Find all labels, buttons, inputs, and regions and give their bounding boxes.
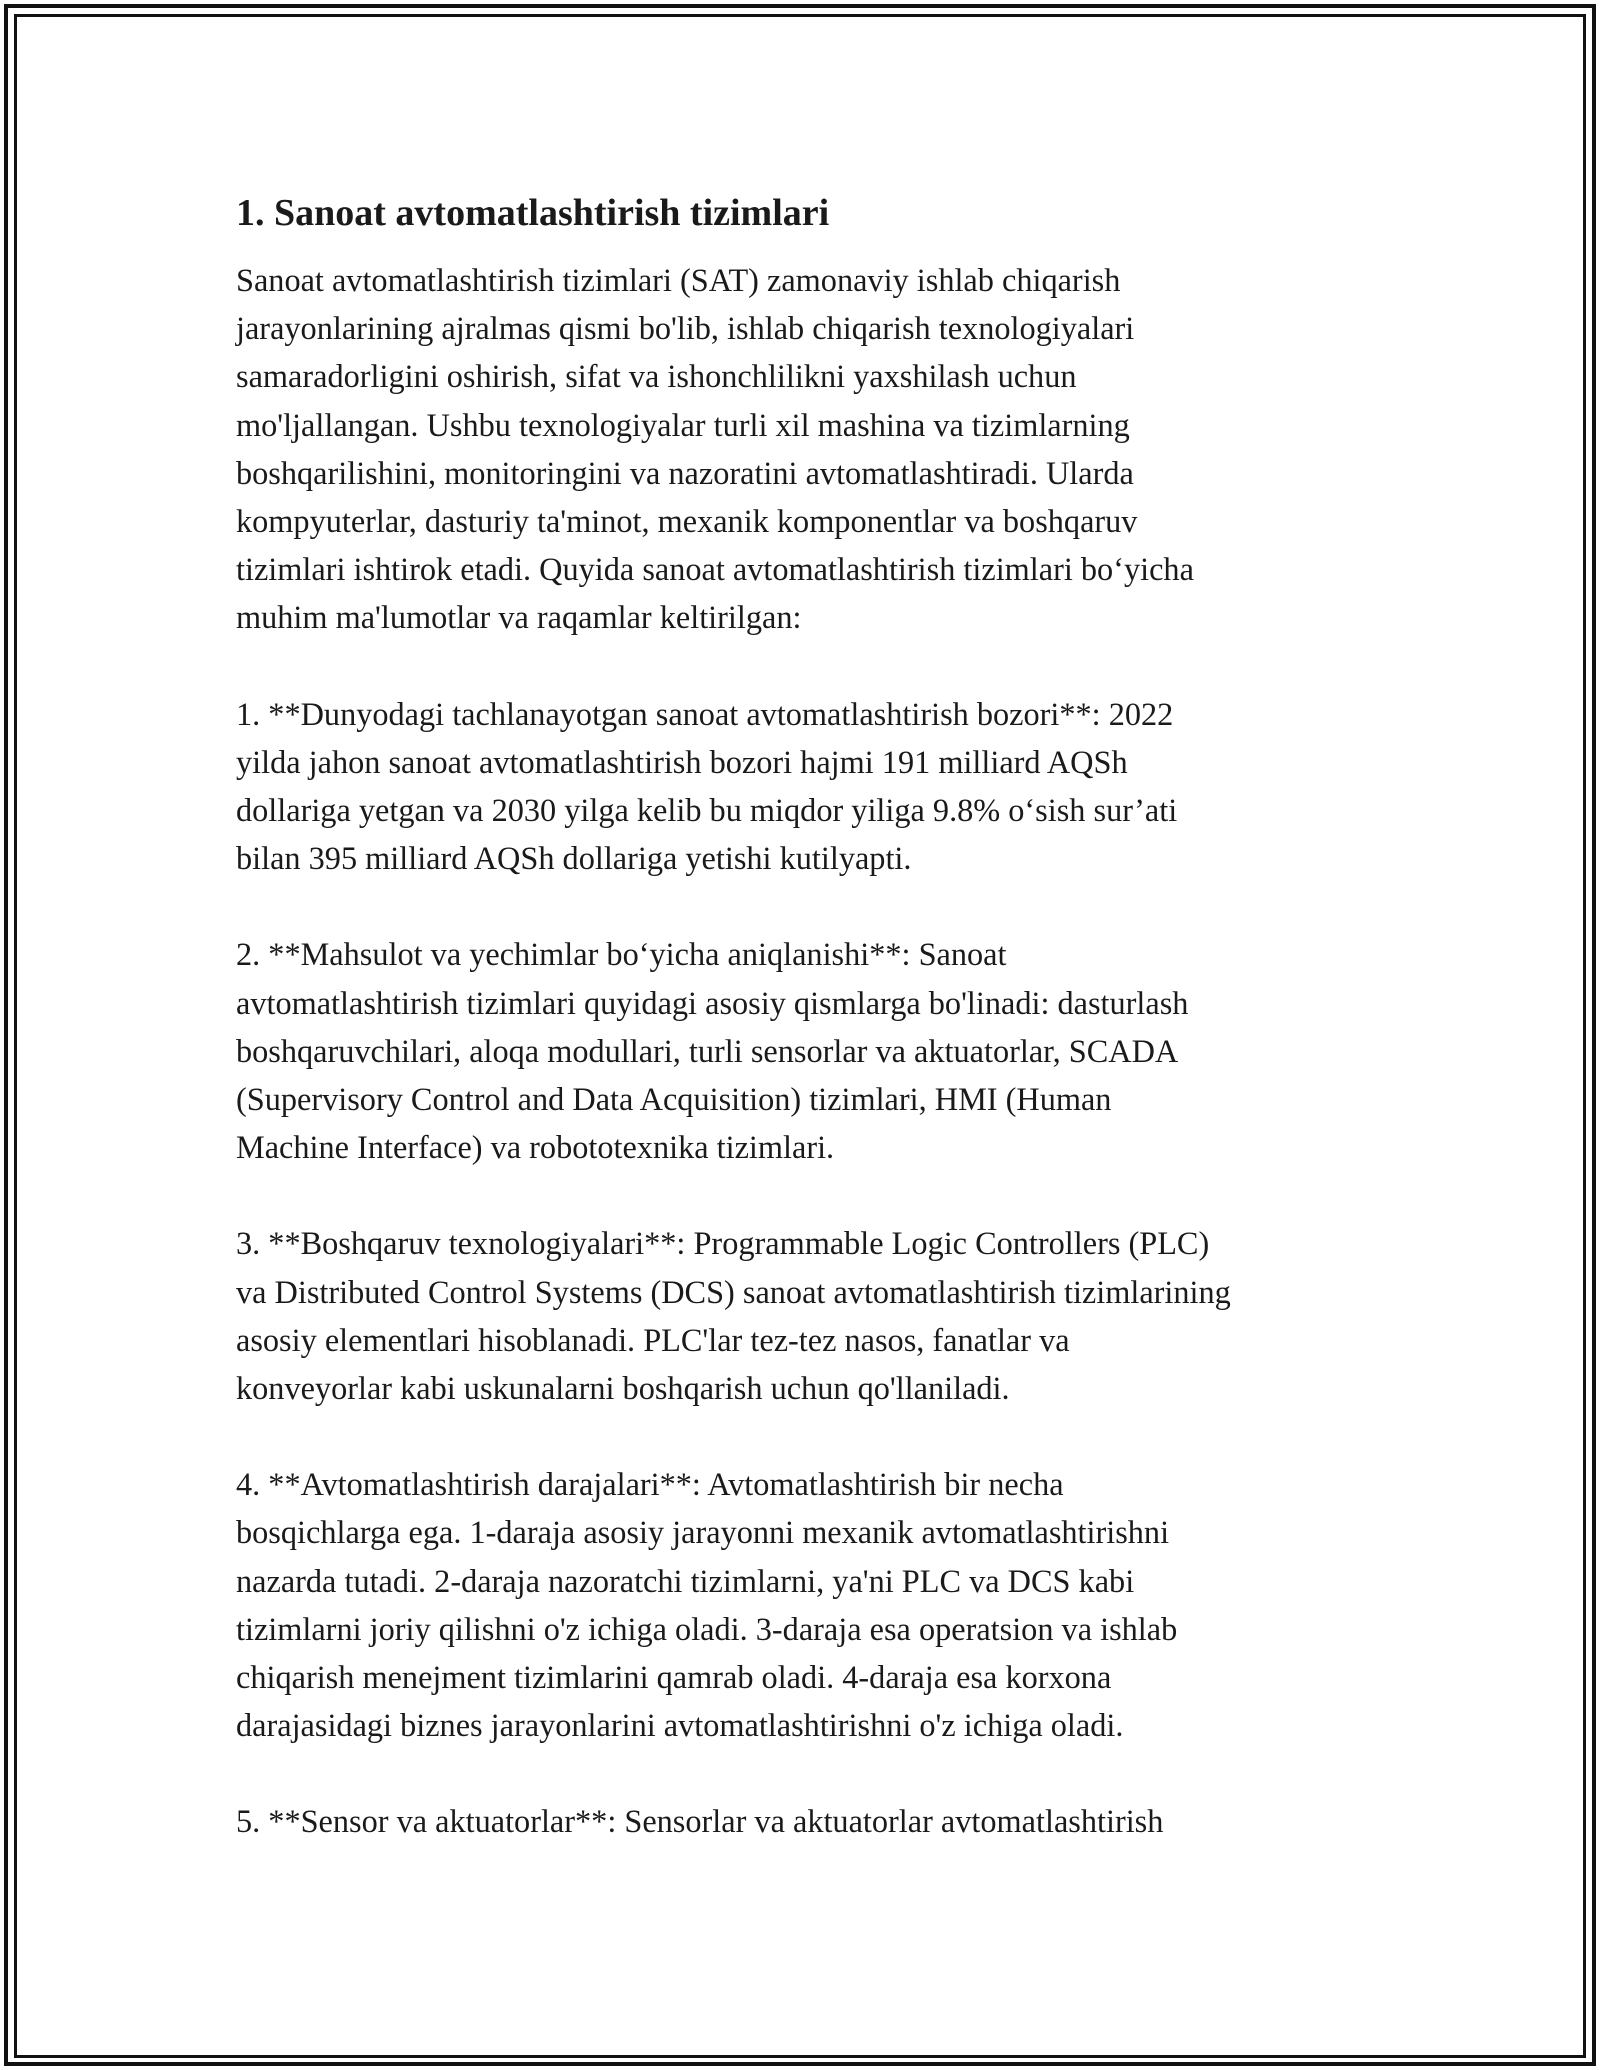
list-item-4 [236, 1460, 1386, 1749]
list-item-line: bosqichlarga ega. 1-daraja asosiy jarayonni mexanik avtomatlashtirishni [236, 1514, 1170, 1551]
intro-line: boshqarilishini, monitoringini va nazoratini avtomatlashtiradi. Ularda [236, 454, 1134, 491]
list-item-line: chiqarish menejment tizimlarini qamrab oladi. 4-daraja esa korxona [236, 1659, 1112, 1696]
intro-line: jarayonlarining ajralmas qismi bo'lib, ishlab chiqarish texnologiyalari [236, 310, 1135, 347]
list-item-line: 5. **Sensor va aktuatorlar**: Sensorlar va aktuatorlar avtomatlashtirish [236, 1803, 1164, 1840]
list-item-line: boshqaruvchilari, aloqa modullari, turli sensorlar va aktuatorlar, SCADA [236, 1032, 1179, 1069]
list-item-line: darajasidagi biznes jarayonlarini avtomatlashtirishni o'z ichiga oladi. [236, 1707, 1124, 1744]
intro-line: samaradorligini oshirish, sifat va ishonchlilikni yaxshilash uchun [236, 358, 1077, 395]
list-item-line: konveyorlar kabi uskunalarni boshqarish uchun qo'llaniladi. [236, 1370, 1010, 1407]
list-item-line: tizimlarni joriy qilishni o'z ichiga oladi. 3-daraja esa operatsion va ishlab [236, 1610, 1178, 1647]
list-item-3 [236, 1219, 1386, 1412]
list-item-line: 3. **Boshqaruv texnologiyalari**: Programmable Logic Controllers (PLC) [236, 1225, 1210, 1262]
document-body [236, 188, 1386, 1894]
list-item-line: asosiy elementlari hisoblanadi. PLC'lar tez-tez nasos, fanatlar va [236, 1321, 1070, 1358]
intro-line: Sanoat avtomatlashtirish tizimlari (SAT) zamonaviy ishlab chiqarish [236, 262, 1121, 298]
intro-line: kompyuterlar, dasturiy ta'minot, mexanik komponentlar va boshqaruv [236, 503, 1138, 540]
list-item-line: avtomatlashtirish tizimlari quyidagi asosiy qismlarga bo'linadi: dasturlash [236, 984, 1189, 1021]
list-item-line: (Supervisory Control and Data Acquisition) tizimlari, HMI (Human [236, 1081, 1112, 1118]
list-item-line: bilan 395 milliard AQSh dollariga yetishi kutilyapti. [236, 840, 912, 877]
section-title: 1. Sanoat avtomatlashtirish tizimlari [236, 192, 830, 234]
list-item-line: va Distributed Control Systems (DCS) sanoat avtomatlashtirish tizimlarining [236, 1273, 1231, 1310]
list-item-line: nazarda tutadi. 2-daraja nazoratchi tizimlarni, ya'ni PLC va DCS kabi [236, 1562, 1135, 1599]
list-item-line: yilda jahon sanoat avtomatlashtirish bozori hajmi 191 milliard AQSh [236, 743, 1128, 780]
list-item-line: 4. **Avtomatlashtirish darajalari**: Avtomatlashtirish bir necha [236, 1466, 1064, 1503]
list-item-line: dollariga yetgan va 2030 yilga kelib bu miqdor yiliga 9.8% o‘sish sur’ati [236, 792, 1178, 829]
intro-paragraph [236, 256, 1386, 642]
intro-line: tizimlari ishtirok etadi. Quyida sanoat avtomatlashtirish tizimlari bo‘yicha [236, 551, 1194, 588]
list-item-line: 2. **Mahsulot va yechimlar bo‘yicha aniqlanishi**: Sanoat [236, 936, 1007, 973]
list-item-5 [236, 1797, 1386, 1845]
intro-line: mo'ljallangan. Ushbu texnologiyalar turli xil mashina va tizimlarning [236, 406, 1130, 443]
intro-line: muhim ma'lumotlar va raqamlar keltirilgan: [236, 599, 802, 636]
list-item-line: Machine Interface) va robototexnika tizimlari. [236, 1129, 835, 1166]
list-item-line: 1. **Dunyodagi tachlanayotgan sanoat avtomatlashtirish bozori**: 2022 [236, 695, 1174, 732]
list-item-2 [236, 930, 1386, 1171]
list-item-1 [236, 690, 1386, 883]
